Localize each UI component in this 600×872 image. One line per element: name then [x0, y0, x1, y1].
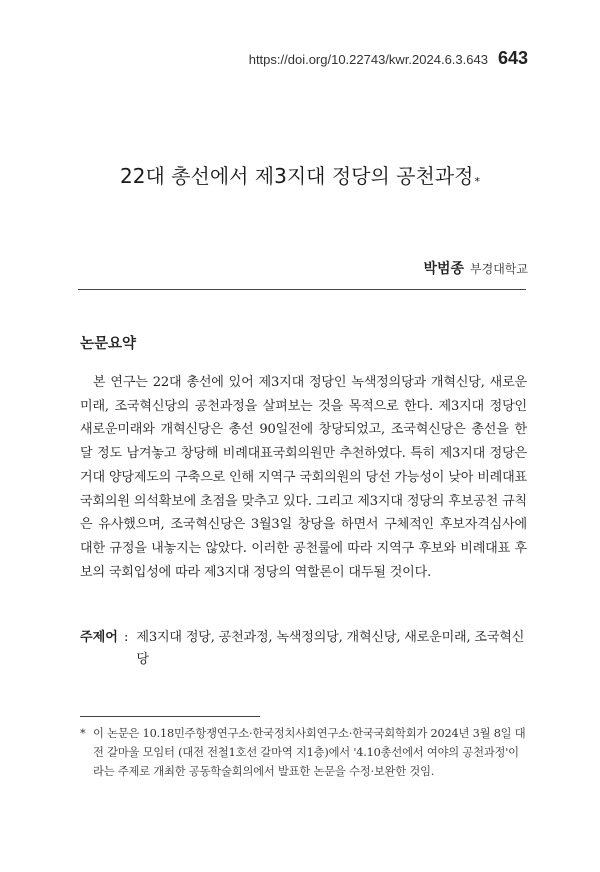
page-number: 643 [497, 48, 528, 68]
footnote-text: 이 논문은 10.18민주항쟁연구소·한국정치사회연구소·한국국회학회가 2024년 3월 8일 대전 갈마울 모임터 (대전 전철1호선 갈마역 지1층)에서 '4.10총선에서 여야의 공천과정'이라는 주제로 개최한 공동학술회의에서 발표한 논문을 수정·보완한 것임. [93, 727, 526, 778]
footnote [80, 724, 527, 781]
abstract-heading: 논문요약 [80, 336, 137, 352]
header-divider [78, 289, 526, 290]
keywords-separator: : [123, 630, 129, 645]
keywords-text: 제3지대 정당, 공천과정, 녹색정의당, 개혁신당, 새로운미래, 조국혁신당 [136, 630, 525, 667]
author-name: 박범종 [423, 261, 465, 277]
author-affiliation: 부경대학교 [470, 262, 528, 276]
footnote-divider [80, 716, 260, 717]
running-header [249, 48, 528, 69]
title-footnote-mark[interactable]: * [474, 175, 480, 188]
keywords-label: 주제어 [80, 630, 118, 645]
paper-title [0, 160, 600, 189]
keywords-line [80, 627, 527, 671]
author-line [423, 258, 528, 278]
footnote-mark: * [80, 727, 86, 740]
paper-title-text: 22대 총선에서 제3지대 정당의 공천과정 [120, 164, 474, 188]
abstract-body: 본 연구는 22대 총선에 있어 제3지대 정당인 녹색정의당과 개혁신당, 새로운미래, 조국혁신당의 공천과정을 살펴보는 것을 목적으로 한다. 제3지대 정당인 새로운미래와 개혁신당은 총선 90일전에 창당되었고, 조국혁신당은 총선을 한 달 정도 남겨놓고 창당해 비례대표국회의원만 추천하였다. 특히 제3지대 정당은 거대 양당제도의 구축으로 인해 지역구 국회의원의 당선 가능성이 낮아 비례대표 국회의원 의석확보에 초점을 맞추고 있다. 그리고 제3지대 정당의 후보공천 규칙은 유사했으며, 조국혁신당은 3월3일 창당을 하면서 구체적인 후보자격심사에 대한 규정을 내놓지는 않았다. 이러한 공천룰에 따라 지역구 후보와 비례대표 후보의 국회입성에 따라 제3지대 정당의 역할론이 대두될 것이다. [80, 375, 527, 580]
doi-link[interactable]: https://doi.org/10.22743/kwr.2024.6.3.643 [248, 52, 488, 67]
